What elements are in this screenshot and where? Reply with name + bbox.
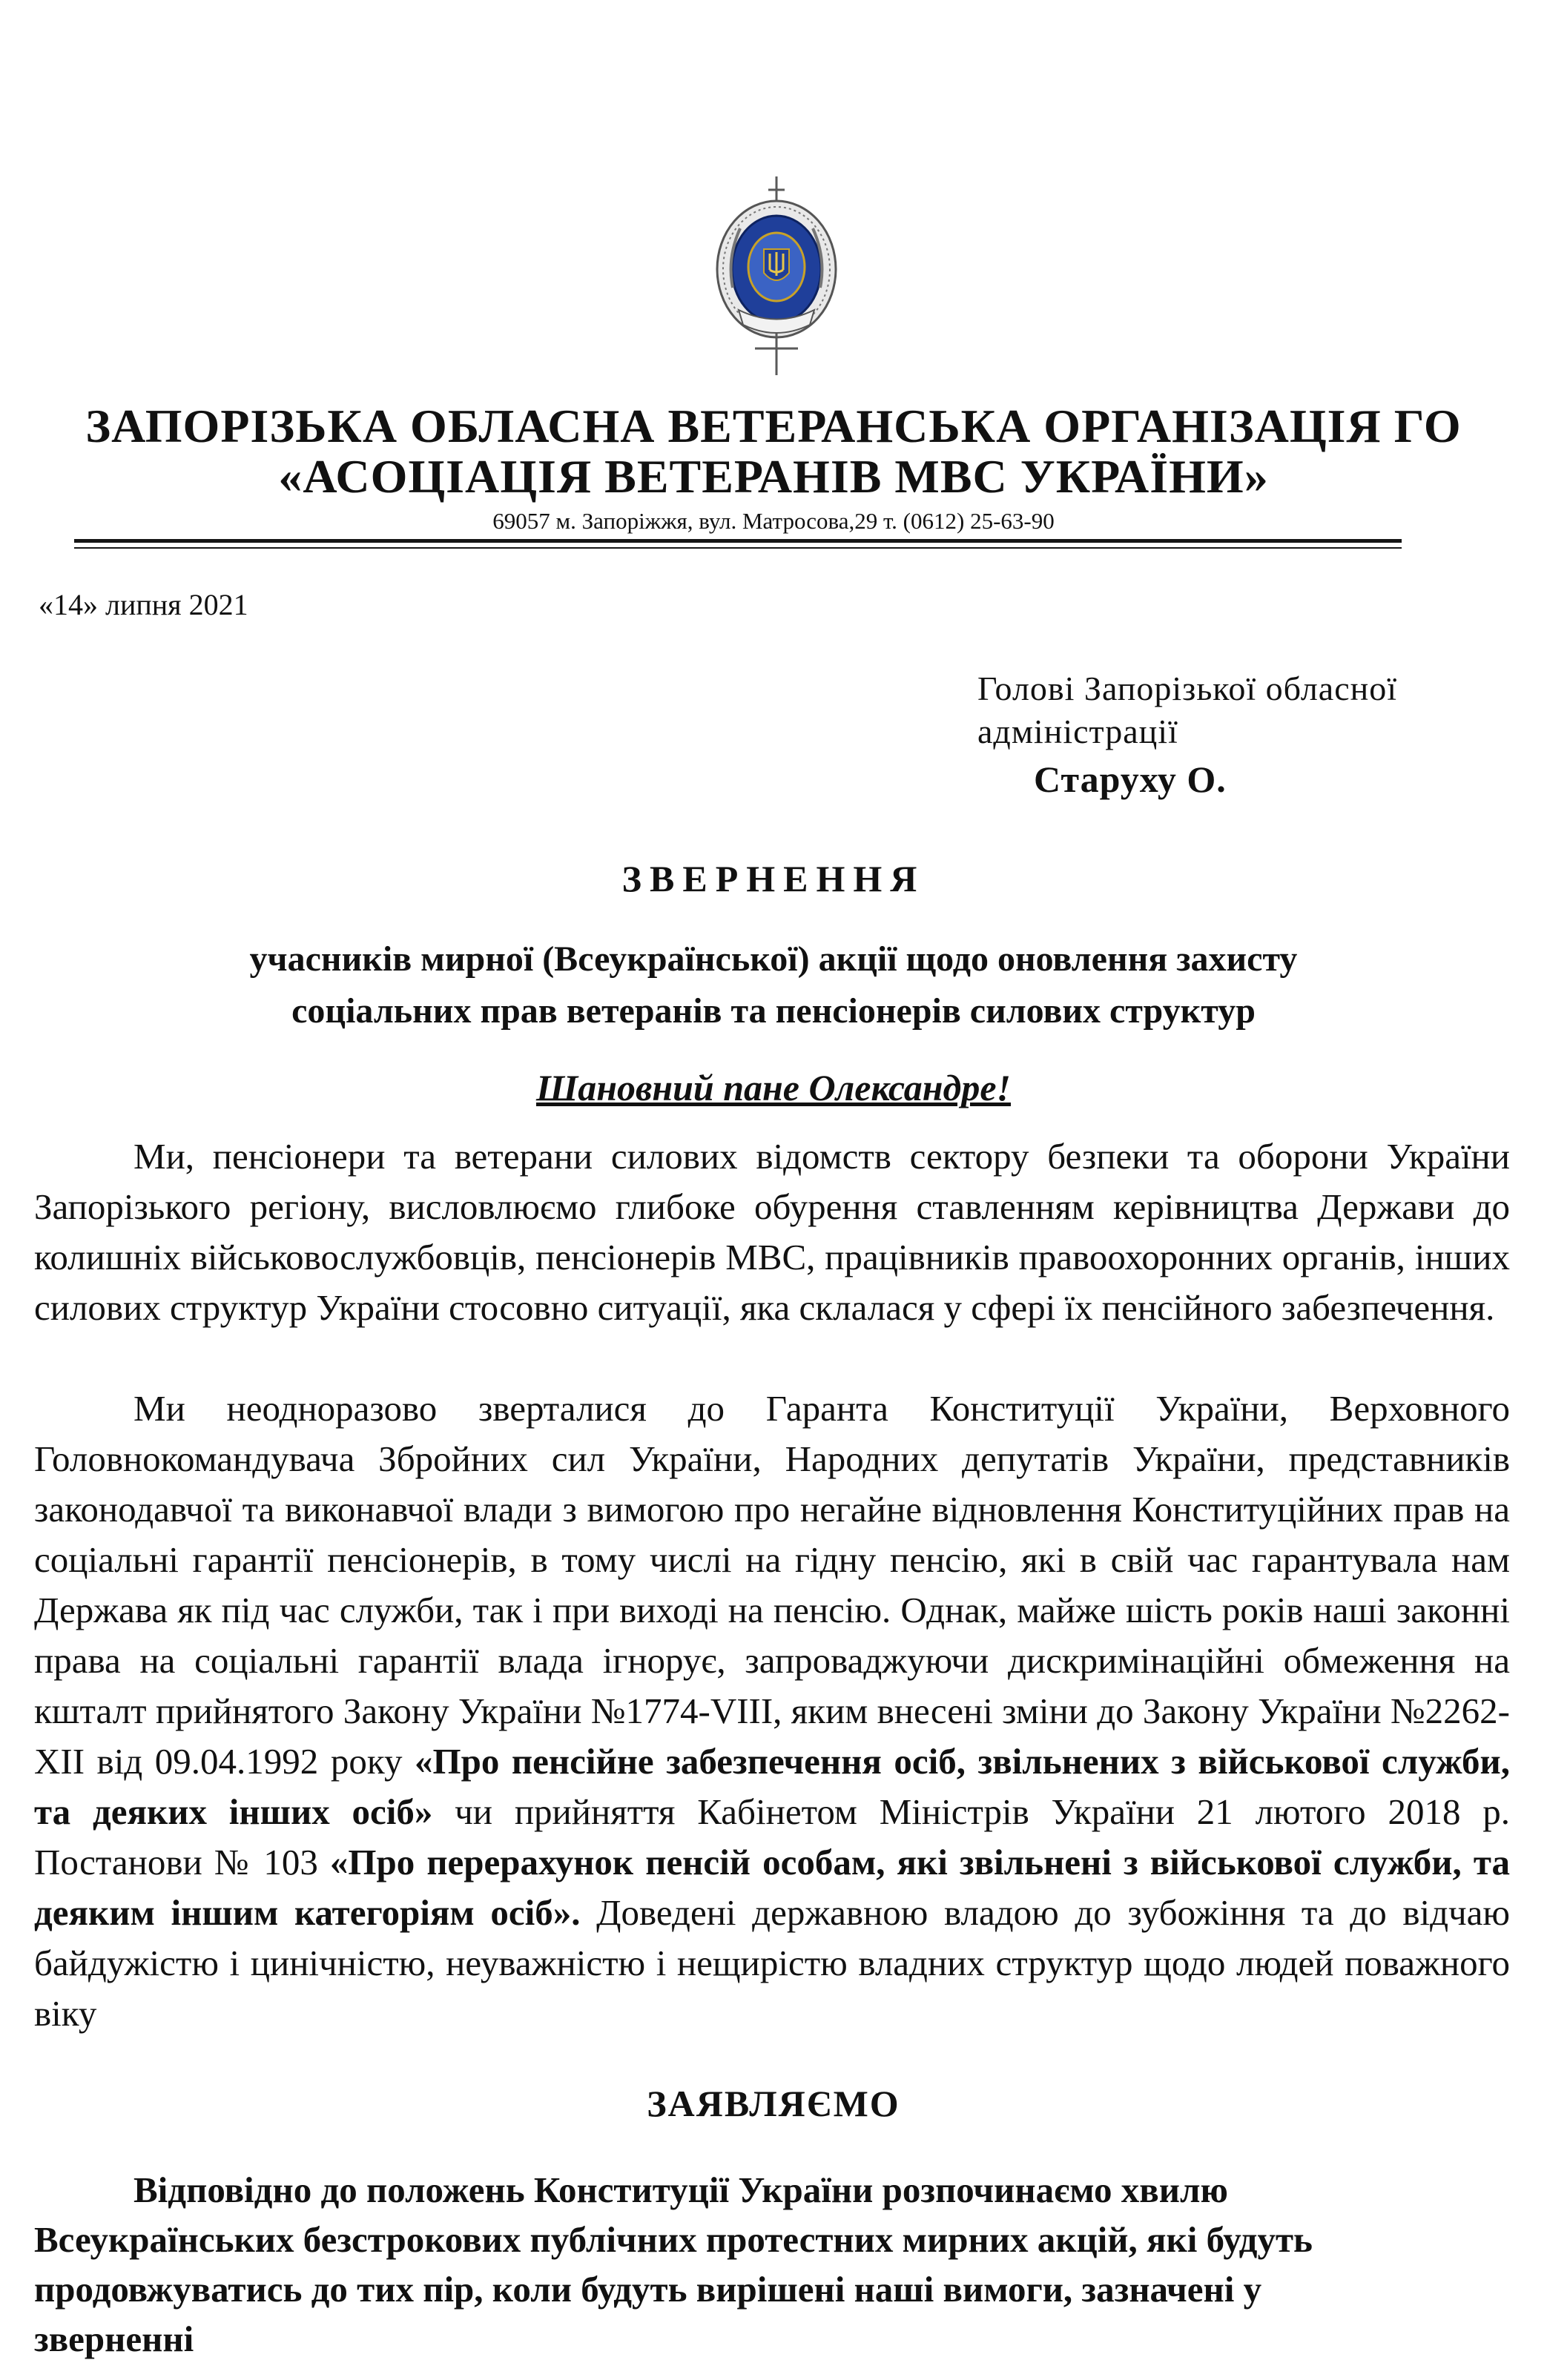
header-divider-thick bbox=[74, 539, 1402, 543]
declaration-heading: ЗАЯВЛЯЄМО bbox=[647, 2083, 900, 2124]
organization-name-line2: «АСОЦІАЦІЯ ВЕТЕРАНІВ МВС УКРАЇНИ» bbox=[278, 450, 1269, 503]
organization-address: 69057 м. Запоріжжя, вул. Матросова,29 т. (0612) 25-63-90 bbox=[492, 508, 1055, 534]
salutation: Шановний пане Олександре! bbox=[535, 1067, 1012, 1108]
paragraph-2-text-part1: Ми неодноразово зверталися до Гаранта Конституції України, Верховного Головнокомандувача Збройних сил України, Народних депутатів України, представників законодавчої та виконавчої влади з вимогою про негайне відновлення Конституційних прав на соціальні гарантії пенсіонерів, в тому числі на гідну пенсію, які в свій час гарантувала нам Держава як під час служби, так і при виході на пенсію. Однак, майже шість років наші законні права на соціальні гарантії влада ігнорує, запроваджуючи дискримінаційні обмеження на кшталт прийнятого Закону України №1774-VIII, яким внесені зміни до Закону України №2262-ХІІ від 09.04.1992 року bbox=[34, 1388, 1510, 1782]
declaration-paragraph: Відповідно до положень Конституції України розпочинаємо хвилю Всеукраїнських безстрокових публічних протестних мирних акцій, які будуть продовжуватись до тих пір, коли будуть вирішені наші вимоги, зазначені у зверненні bbox=[34, 2169, 1313, 2359]
paragraph-2-text-part3: Доведені державною владою до зубожіння та до відчаю байдужістю і цинічністю, неуважністю і нещирістю владних структур щодо людей поважного віку bbox=[34, 1892, 1510, 2034]
body-paragraph-1: Ми, пенсіонери та ветерани силових відомств сектору безпеки та оборони України Запорізького регіону, висловлюємо глибоке обурення ставленням керівництва Держави до колишніх військовослужбовців, пенсіонерів МВС, працівників правоохоронних органів, інших силових структур України стосовно ситуації, яка склалася у сфері їх пенсійного забезпечення. bbox=[34, 1136, 1510, 1328]
header-divider-thin bbox=[74, 547, 1402, 549]
addressee-line2: адміністрації bbox=[977, 713, 1178, 750]
document-subtitle-line2: соціальних прав ветеранів та пенсіонерів силових структур bbox=[291, 991, 1256, 1031]
law-title-bold: «Про пенсійне забезпечення осіб, звільнених з військової служби, та деяких інших осіб» bbox=[34, 1741, 1510, 1832]
police-veterans-emblem-icon bbox=[710, 176, 842, 377]
addressee-name: Старуху О. bbox=[1034, 758, 1227, 800]
organization-name-line1: ЗАПОРІЗЬКА ОБЛАСНА ВЕТЕРАНСЬКА ОРГАНІЗАЦІЯ ГО bbox=[85, 400, 1462, 452]
resolution-title-bold: «Про перерахунок пенсій особам, які звільнені з військової служби, та деяким іншим категоріям осіб». bbox=[34, 1842, 1510, 1933]
body-paragraph-2 bbox=[34, 1384, 1510, 2039]
letter-date: «14» липня 2021 bbox=[39, 588, 248, 621]
paragraph-2-text-part2: чи прийняття Кабінетом Міністрів України 21 лютого 2018 р. Постанови № 103 bbox=[34, 1791, 1510, 1882]
addressee-line1: Голові Запорізької обласної bbox=[977, 670, 1398, 707]
document-title: ЗВЕРНЕННЯ bbox=[621, 858, 926, 899]
document-subtitle-line1: учасників мирної (Всеукраїнської) акції щодо оновлення захисту bbox=[249, 939, 1298, 979]
